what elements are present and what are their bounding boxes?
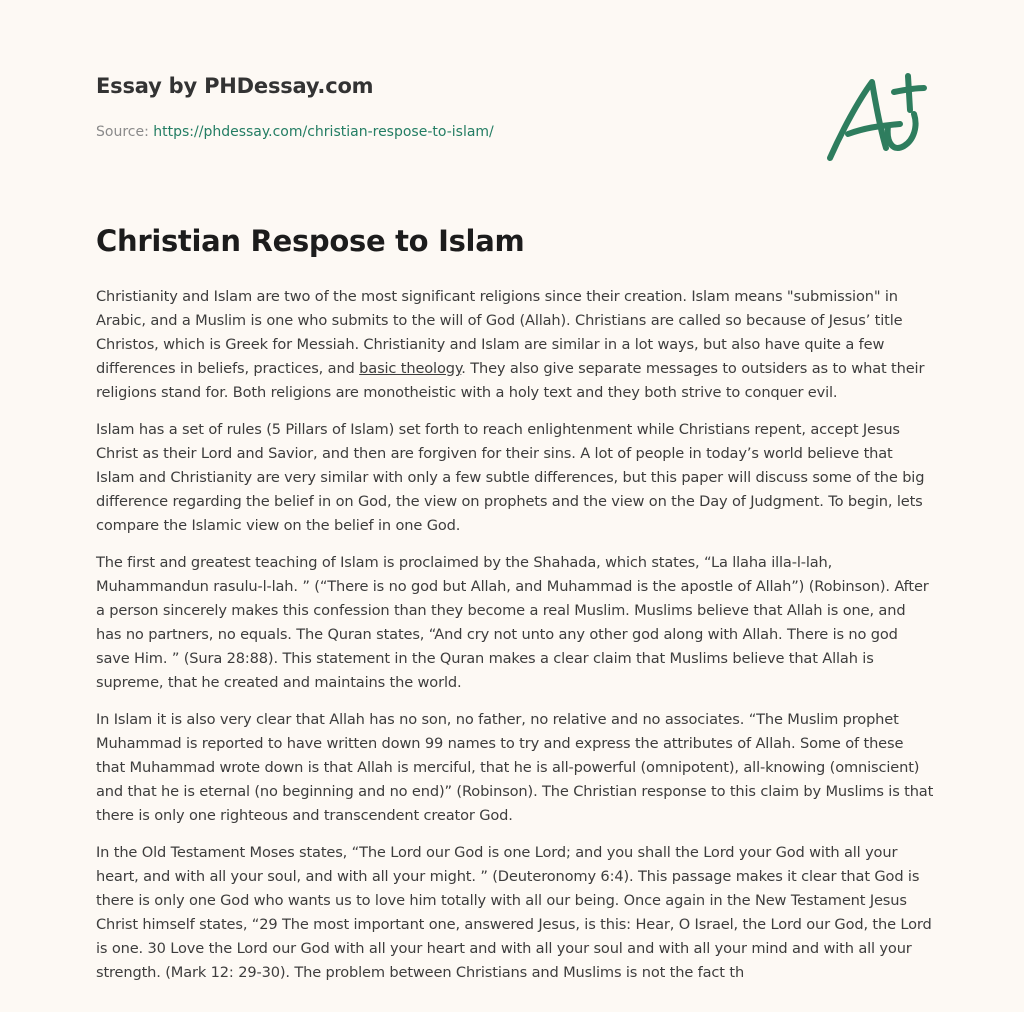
brand-title: Essay by PHDessay.com xyxy=(96,74,374,98)
paragraph-text: Christianity and Islam are two of the most significant religions since their creation. Islam means "submission" in Arabic, and a Muslim is one who submits to the will of God (Allah). Christians are called so because of Jesus’ title Christos, which is Greek for Messiah. Christianity and Islam are similar in a lot ways, but also have quite a few differences in beliefs, practices, and xyxy=(96,288,903,377)
source-line xyxy=(96,124,494,140)
basic-theology-link[interactable]: basic theology xyxy=(359,360,462,377)
paragraph-5: In the Old Testament Moses states, “The Lord our God is one Lord; and you shall the Lord your God with all your heart, and with all your soul, and with all your might. ” (Deuteronomy 6:4). This passage makes it clear that God is there is only one God who wants us to love him totally with all our being. Once again in the New Testament Jesus Christ himself states, “29 The most important one, answered Jesus, is this: Hear, O Israel, the Lord our God, the Lord is one. 30 Love the Lord our God with all your heart and with all your soul and with all your mind and with all your strength. (Mark 12: 29-30). The problem between Christians and Muslims is not the fact th xyxy=(96,844,932,981)
site-header xyxy=(96,74,936,140)
essay-title: Christian Respose to Islam xyxy=(96,224,525,258)
paragraph-4: In Islam it is also very clear that Allah has no son, no father, no relative and no associates. “The Muslim prophet Muhammad is reported to have written down 99 names to try and express the attributes of Allah. Some of these that Muhammad wrote down is that Allah is merciful, that he is all-powerful (omnipotent), all-knowing (omniscient) and that he is eternal (no beginning and no end)” (Robinson). The Christian response to this claim by Muslims is that there is only one righteous and transcendent creator God. xyxy=(96,711,934,824)
source-link[interactable]: https://phdessay.com/christian-respose-to-islam/ xyxy=(153,124,494,140)
essay-body xyxy=(96,285,934,998)
paragraph-2: Islam has a set of rules (5 Pillars of Islam) set forth to reach enlightenment while Christians repent, accept Jesus Christ as their Lord and Savior, and then are forgiven for their sins. A lot of people in today’s world believe that Islam and Christianity are very similar with only a few subtle differences, but this paper will discuss some of the big difference regarding the belief in on God, the view on prophets and the view on the Day of Judgment. To begin, lets compare the Islamic view on the belief in one God. xyxy=(96,421,925,534)
source-label: Source: xyxy=(96,124,154,140)
paragraph-1 xyxy=(96,285,934,405)
paragraph-3: The first and greatest teaching of Islam is proclaimed by the Shahada, which states, “La llaha illa-l-lah, Muhammandun rasulu-l-lah. ” (“There is no god but Allah, and Muhammad is the apostle of Allah”) (Robinson). After a person sincerely makes this confession than they become a real Muslim. Muslims believe that Allah is one, and has no partners, no equals. The Quran states, “And cry not unto any other god along with Allah. There is no god save Him. ” (Sura 28:88). This statement in the Quran makes a clear claim that Muslims believe that Allah is supreme, that he created and maintains the world. xyxy=(96,554,929,691)
paragraph-text: . They also give separate messages to outsiders as to what their religions stand for. Both religions are monotheistic with a holy text and they both strive to conquer evil. xyxy=(96,360,925,401)
a-plus-grade-icon xyxy=(820,66,930,166)
